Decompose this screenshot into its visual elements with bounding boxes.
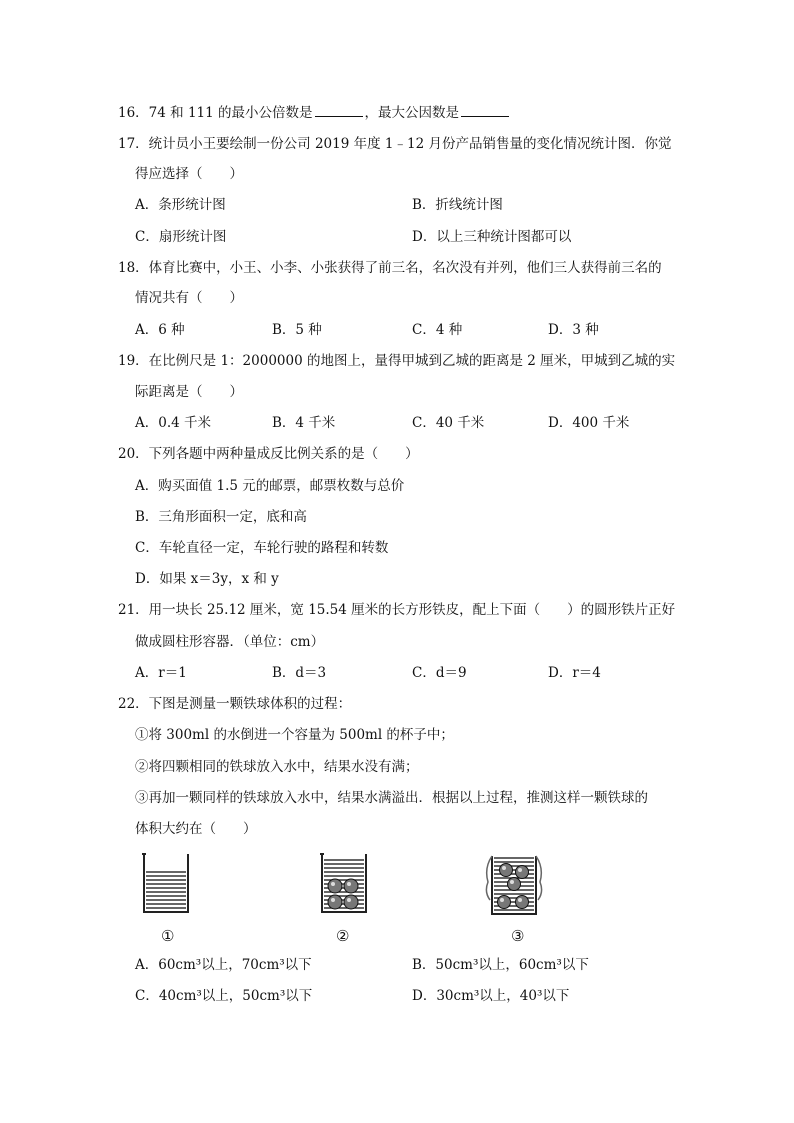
question-17-line1: 17．统计员小王要绘制一份公司 2019 年度 1﹣12 月份产品销售量的变化情况统计图．你觉 bbox=[118, 136, 672, 152]
question-21-line2: 做成圆柱形容器．（单位：cm） bbox=[135, 634, 325, 650]
figure-label-2: ② bbox=[336, 927, 350, 945]
q19-option-b: B．4 千米 bbox=[272, 415, 336, 431]
q19-option-c: C．40 千米 bbox=[412, 415, 485, 431]
q17-option-d: D．以上三种统计图都可以 bbox=[412, 229, 572, 245]
q18-option-d: D．3 种 bbox=[548, 322, 599, 338]
q17-option-a: A．条形统计图 bbox=[135, 197, 226, 213]
q16-text-a: 16．74 和 111 的最小公倍数是 bbox=[118, 105, 313, 121]
question-18-line1: 18．体育比赛中，小王、小李、小张获得了前三名，名次没有并列，他们三人获得前三名的 bbox=[118, 260, 662, 276]
figure-label-1: ① bbox=[161, 927, 175, 945]
beaker-3-icon bbox=[482, 848, 546, 918]
q19-option-a: A．0.4 千米 bbox=[135, 415, 212, 431]
question-19-line1: 19．在比例尺是 1：2000000 的地图上，量得甲城到乙城的距离是 2 厘米，甲城到乙城的实 bbox=[118, 353, 676, 369]
q22-step-2: ②将四颗相同的铁球放入水中，结果水没有满； bbox=[135, 759, 419, 775]
beaker-1-icon bbox=[140, 850, 192, 916]
q18-option-a: A．6 种 bbox=[135, 322, 185, 338]
q22-option-d: D．30cm³以上，40³以下 bbox=[412, 988, 570, 1004]
q22-option-c: C．40cm³以上，50cm³以下 bbox=[135, 988, 313, 1004]
q20-option-b: B．三角形面积一定，底和高 bbox=[135, 509, 307, 525]
question-17-line2: 得应选择（ ） bbox=[135, 166, 243, 182]
question-21-line1: 21．用一块长 25.12 厘米，宽 15.54 厘米的长方形铁皮，配上下面（ ）的圆形铁片正好 bbox=[118, 602, 676, 618]
q19-option-d: D．400 千米 bbox=[548, 415, 630, 431]
q22-line-5: 体积大约在（ ） bbox=[135, 821, 257, 837]
question-22-line1: 22．下图是测量一颗铁球体积的过程： bbox=[118, 696, 352, 712]
question-16 bbox=[118, 103, 511, 123]
beaker-figures bbox=[130, 845, 550, 925]
q22-option-a: A．60cm³以上，70cm³以下 bbox=[135, 957, 312, 973]
q21-option-a: A．r＝1 bbox=[135, 665, 187, 681]
question-19-line2: 际距离是（ ） bbox=[135, 384, 243, 400]
question-20-line1: 20．下列各题中两种量成反比例关系的是（ ） bbox=[118, 446, 419, 462]
q21-option-b: B．d＝3 bbox=[272, 665, 327, 681]
beaker-2-icon bbox=[318, 850, 370, 916]
q18-option-c: C．4 种 bbox=[412, 322, 463, 338]
q22-step-1: ①将 300ml 的水倒进一个容量为 500ml 的杯子中； bbox=[135, 727, 454, 743]
figure-label-3: ③ bbox=[511, 927, 525, 945]
q21-option-d: D．r＝4 bbox=[548, 665, 601, 681]
q22-option-b: B．50cm³以上，60cm³以下 bbox=[412, 957, 589, 973]
q16-blank-gcd bbox=[461, 104, 509, 117]
q16-text-b: ，最大公因数是 bbox=[364, 105, 459, 121]
q20-option-c: C．车轮直径一定，车轮行驶的路程和转数 bbox=[135, 540, 389, 556]
q17-option-b: B．折线统计图 bbox=[412, 197, 503, 213]
q22-step-3: ③再加一颗同样的铁球放入水中，结果水满溢出．根据以上过程，推测这样一颗铁球的 bbox=[135, 790, 648, 806]
q20-option-d: D．如果 x＝3y，x 和 y bbox=[135, 571, 279, 587]
q18-option-b: B．5 种 bbox=[272, 322, 322, 338]
question-18-line2: 情况共有（ ） bbox=[135, 290, 243, 306]
q17-option-c: C．扇形统计图 bbox=[135, 229, 227, 245]
q16-blank-lcm bbox=[315, 104, 363, 117]
q20-option-a: A．购买面值 1.5 元的邮票，邮票枚数与总价 bbox=[135, 478, 405, 494]
q21-option-c: C．d＝9 bbox=[412, 665, 467, 681]
